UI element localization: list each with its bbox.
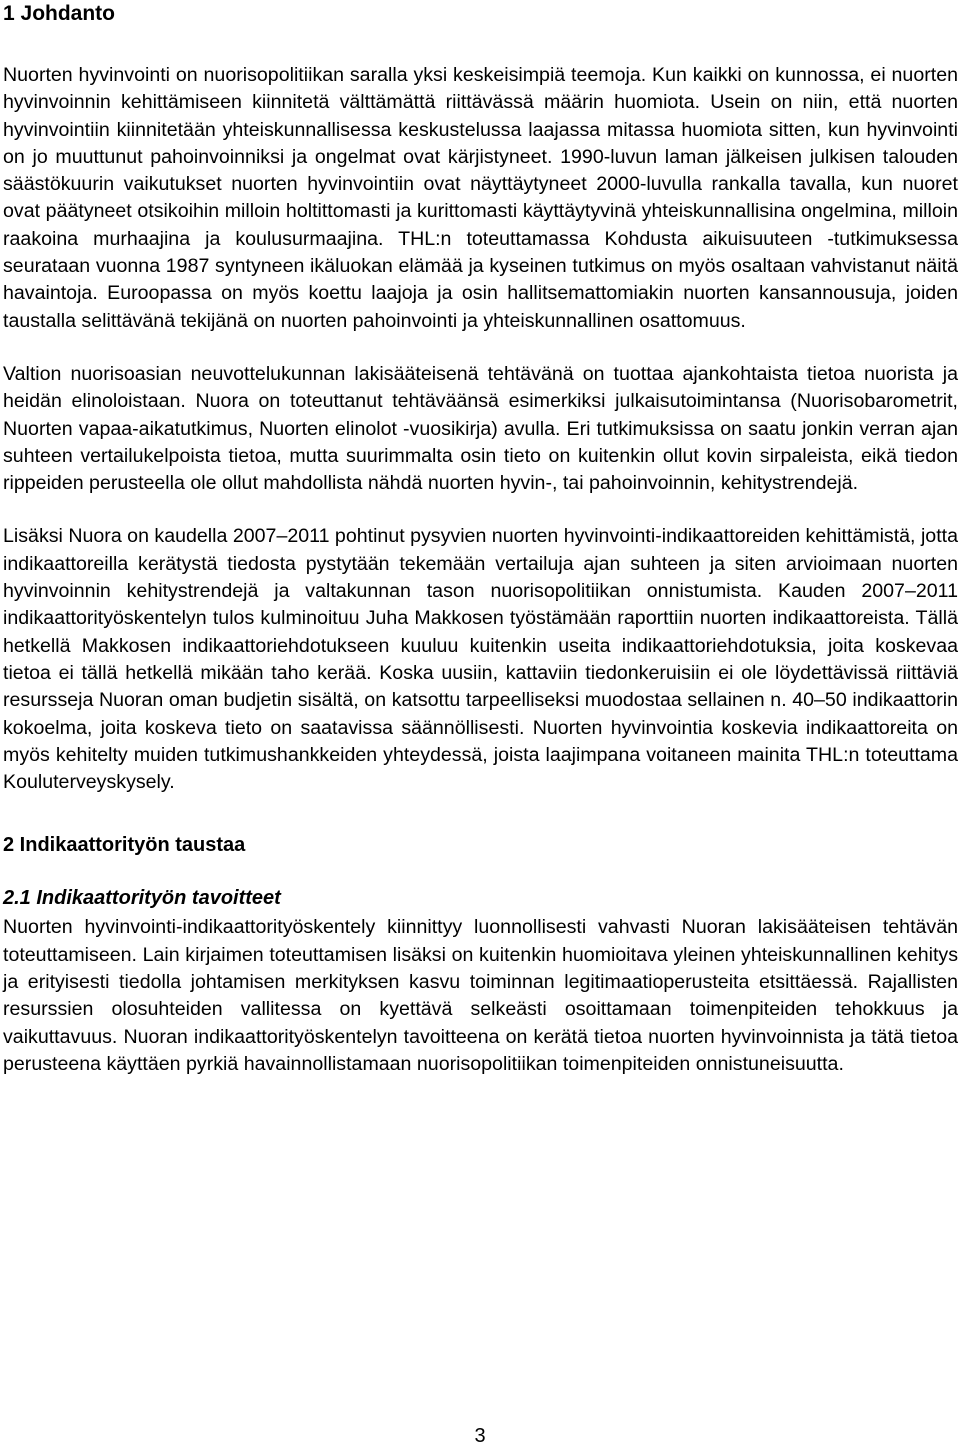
intro-paragraph-3: Lisäksi Nuora on kaudella 2007–2011 pohtinut pysyvien nuorten hyvinvointi-indikaattoreiden kehittämistä, jotta indikaattoreilla kerätystä tiedosta pystytään tekemään vertailuja ajan suhteen ja siten arvioimaan nuorten hyvinvoinnin kehitystrendejä ja valtakunnan tason nuorisopolitiikan onnistumista. Kauden 2007–2011 indikaattorityöskentelyn tulos kulminoituu Juha Makkosen työstämään raporttiin nuorten indikaattoreista. Tällä hetkellä Makkosen indikaattoriehdotukseen kuuluu kuitenkin useita indikaattoriehdotuksia, joita koskevaa tietoa ei tällä hetkellä mikään taho kerää. Koska uusiin, kattaviin tiedonkeruisiin ei ole löydettävissä riittäviä resursseja Nuoran oman budjetin sisältä, on katsottu tarpeelliseksi muodostaa sellainen n. 40–50 indikaattorin kokoelma, joita koskeva tieto on saatavissa säännöllisesti. Nuorten hyvinvointia koskevia indikaattoreita on myös kehitelty muiden tutkimushankkeiden yhteydessä, joista laajimpana voitaneen mainita THL:n toteuttama Kouluterveyskysely. (3, 525, 958, 794)
goals-paragraph: Nuorten hyvinvointi-indikaattorityöskentely kiinnittyy luonnollisesti vahvasti Nuoran lakisääteisen tehtävän toteuttamiseen. Lain kirjaimen toteuttamisen lisäksi on kuitenkin huomioitava yleinen yhteiskunnallinen kehitys ja erityisesti tiedolla johtamisen merkityksen kasvu toiminnan legitimaatioperusteita etsittäessä. Rajallisten resurssien olosuhteiden vallitessa on kyettävä selkeästi osoittamaan toimenpiteiden tehokkuus ja vaikuttavuus. Nuoran indikaattorityöskentelyn tavoitteena on kerätä tietoa nuorten hyvinvoinnista ja tätä tietoa perusteena käyttäen pyrkiä havainnollistamaan nuorisopolitiikan toimenpiteiden onnistuneisuutta. (3, 916, 958, 1075)
subsection-heading: 2.1 Indikaattorityön tavoitteet (3, 887, 281, 910)
page-number: 3 (474, 1425, 486, 1447)
intro-paragraph-2: Valtion nuorisoasian neuvottelukunnan lakisääteisenä tehtävänä on tuottaa ajankohtaista tietoa nuorista ja heidän elinoloistaan. Nuora on toteuttanut tehtäväänsä esimerkiksi julkaisutoimintansa (Nuorisobarometrit, Nuorten vapaa-aikatutkimus, Nuorten elinolot -vuosikirja) avulla. Eri tutkimuksissa on saatu jonkin verran ajan suhteen vertailukelpoista tietoa, mutta suurimmalta osin tieto on kuitenkin ollut kovin sirpaleista, eikä tiedon rippeiden perusteella ole ollut mahdollista nähdä nuorten hyvin-, tai pahoinvoinnin, kehitystrendejä. (3, 362, 958, 495)
intro-paragraph-1: Nuorten hyvinvointi on nuorisopolitiikan saralla yksi keskeisimpiä teemoja. Kun kaikki on kunnossa, ei nuorten hyvinvoinnin kehittämiseen kiinnitetä välttämättä riittävässä määrin huomiota. Usein on niin, että nuorten hyvinvointiin kiinnitetään yhteiskunnallisessa keskustelussa laajassa mitassa huomiota sitten, kun hyvinvointi on jo muuttunut pahoinvoinniksi ja ongelmat ovat kärjistyneet. 1990-luvun laman jälkeisen julkisen talouden säästökuurin vaikutukset nuorten hyvinvointiin ovat näyttäytyneet 2000-luvulla rankalla tavalla, kun nuoret ovat päätyneet otsikoihin milloin holtittomasti ja kurittomasti käyttäytyvinä yhteiskunnallisina ongelmina, milloin raakoina murhaajina ja koulusurmaajina. THL:n toteuttamassa Kohdusta aikuisuuteen -tutkimuksessa seurataan vuonna 1987 syntyneen ikäluokan elämää ja kyseinen tutkimus on myös osaltaan vahvistanut näitä havaintoja. Euroopassa on myös koettu laajoja ja osin hallitsemattomiakin nuorten kansannousuja, joiden taustalla selittävänä tekijänä on nuorten pahoinvointi ja yhteiskunnallinen osattomuus. (3, 64, 958, 332)
section-heading: 2 Indikaattorityön taustaa (3, 834, 246, 857)
chapter-heading: 1 Johdanto (3, 2, 116, 25)
document-page (3, 0, 958, 1078)
